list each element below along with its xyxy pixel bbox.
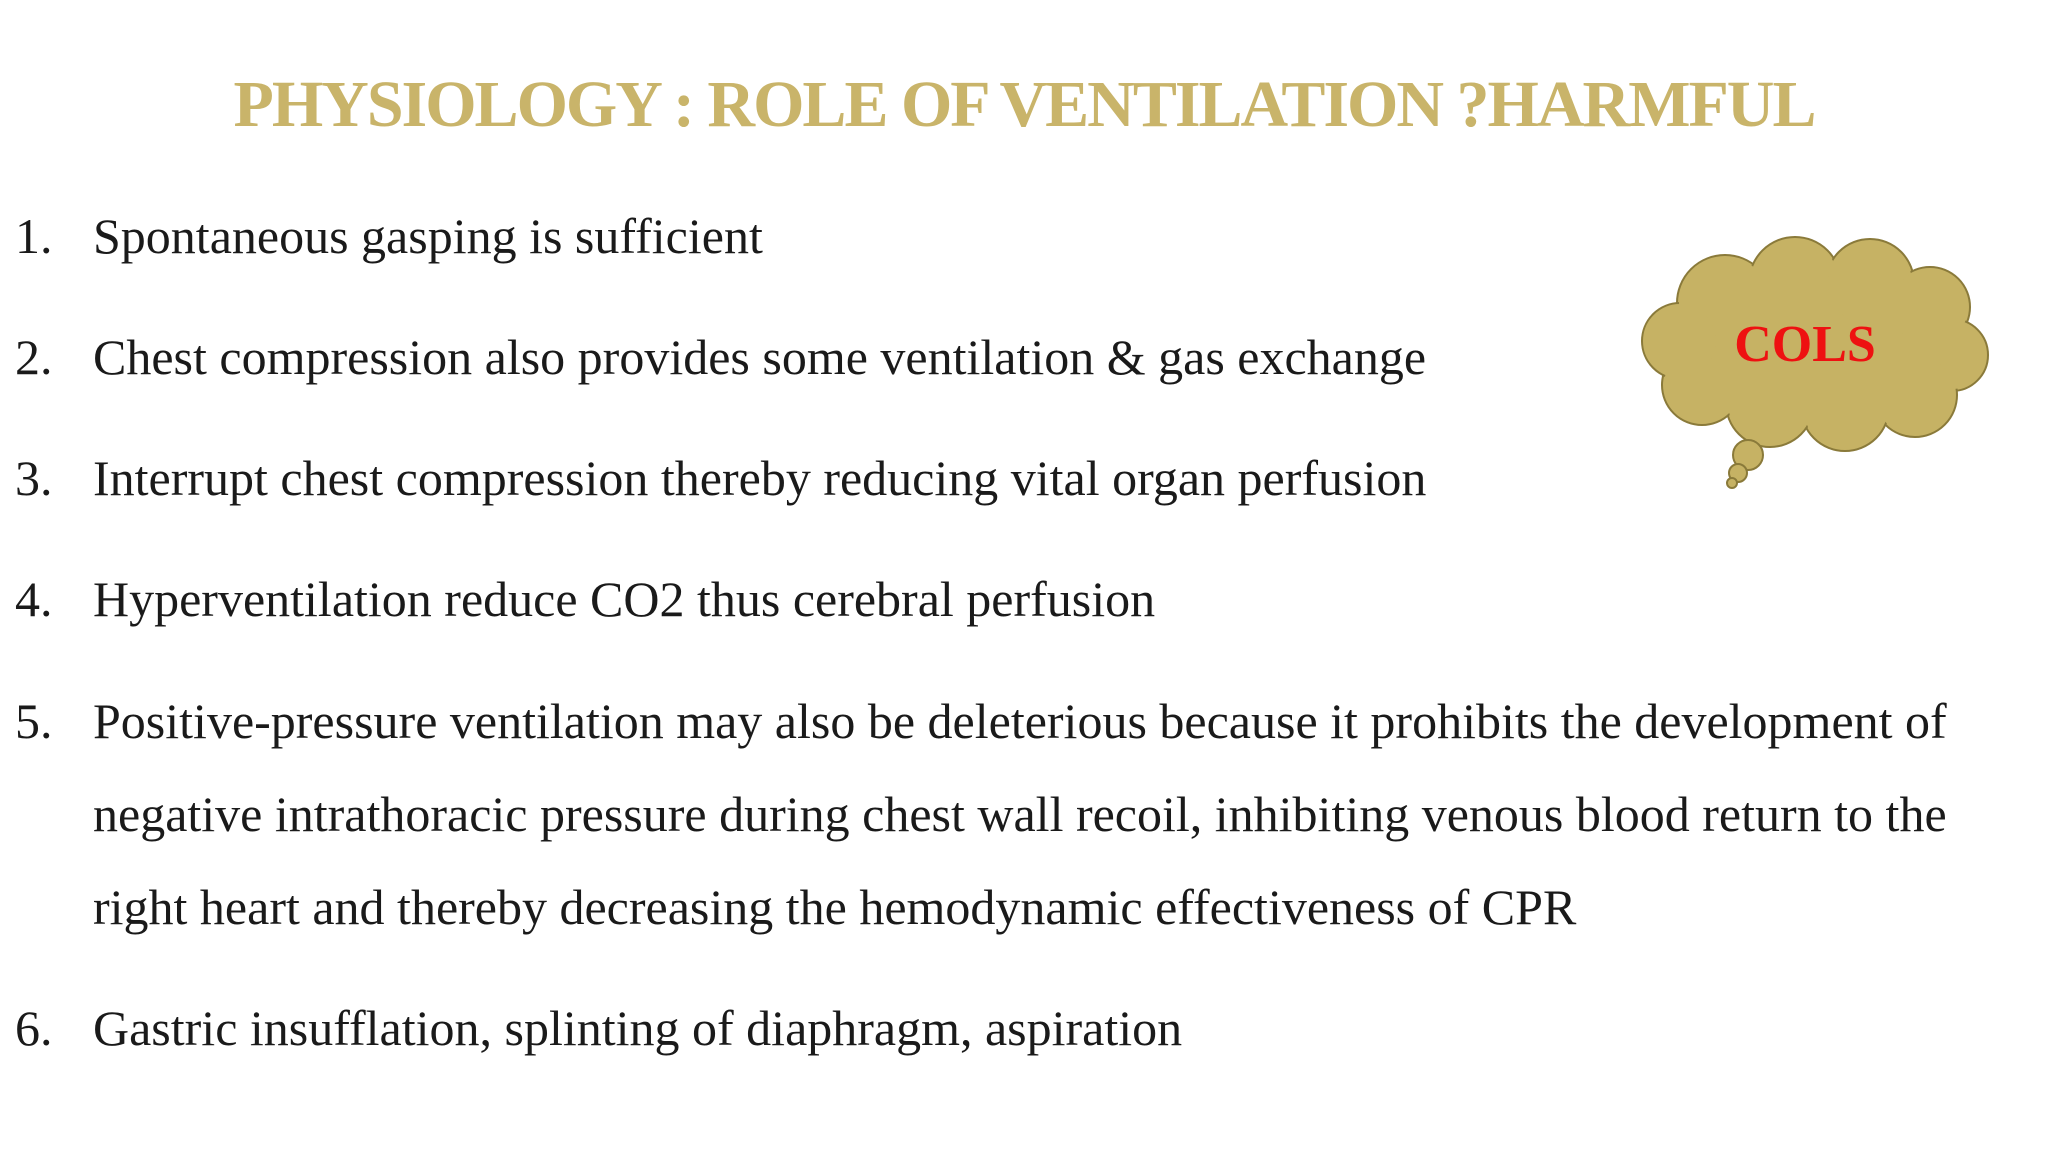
list-item-number: 3.	[15, 450, 53, 506]
callout-label: COLS	[1734, 316, 1876, 373]
list-item-text: Hyperventilation reduce CO2 thus cerebral perfusion	[93, 571, 1156, 627]
list-item-number: 1.	[15, 208, 53, 264]
list-item-text: Chest compression also provides some ventilation & gas exchange	[93, 329, 1427, 385]
list-item-number: 4.	[15, 571, 53, 627]
list-item-text: Gastric insufflation, splinting of diaphragm, aspiration	[93, 1000, 1183, 1056]
list-item-number: 2.	[15, 329, 53, 385]
list-item-text: Positive-pressure ventilation may also be deleterious because it prohibits the development of negative intrathoracic pressure during chest wall recoil, inhibiting venous blood return to the right heart and thereby decreasing the hemodynamic effectiveness of CPR	[93, 693, 1947, 935]
list-item-number: 5.	[15, 693, 53, 749]
slide-title: PHYSIOLOGY : ROLE OF VENTILATION ?HARMFUL	[233, 68, 1815, 141]
list-item-text: Spontaneous gasping is sufficient	[93, 208, 763, 264]
list-item-text: Interrupt chest compression thereby reducing vital organ perfusion	[93, 450, 1427, 506]
list-item-number: 6.	[15, 1000, 53, 1056]
